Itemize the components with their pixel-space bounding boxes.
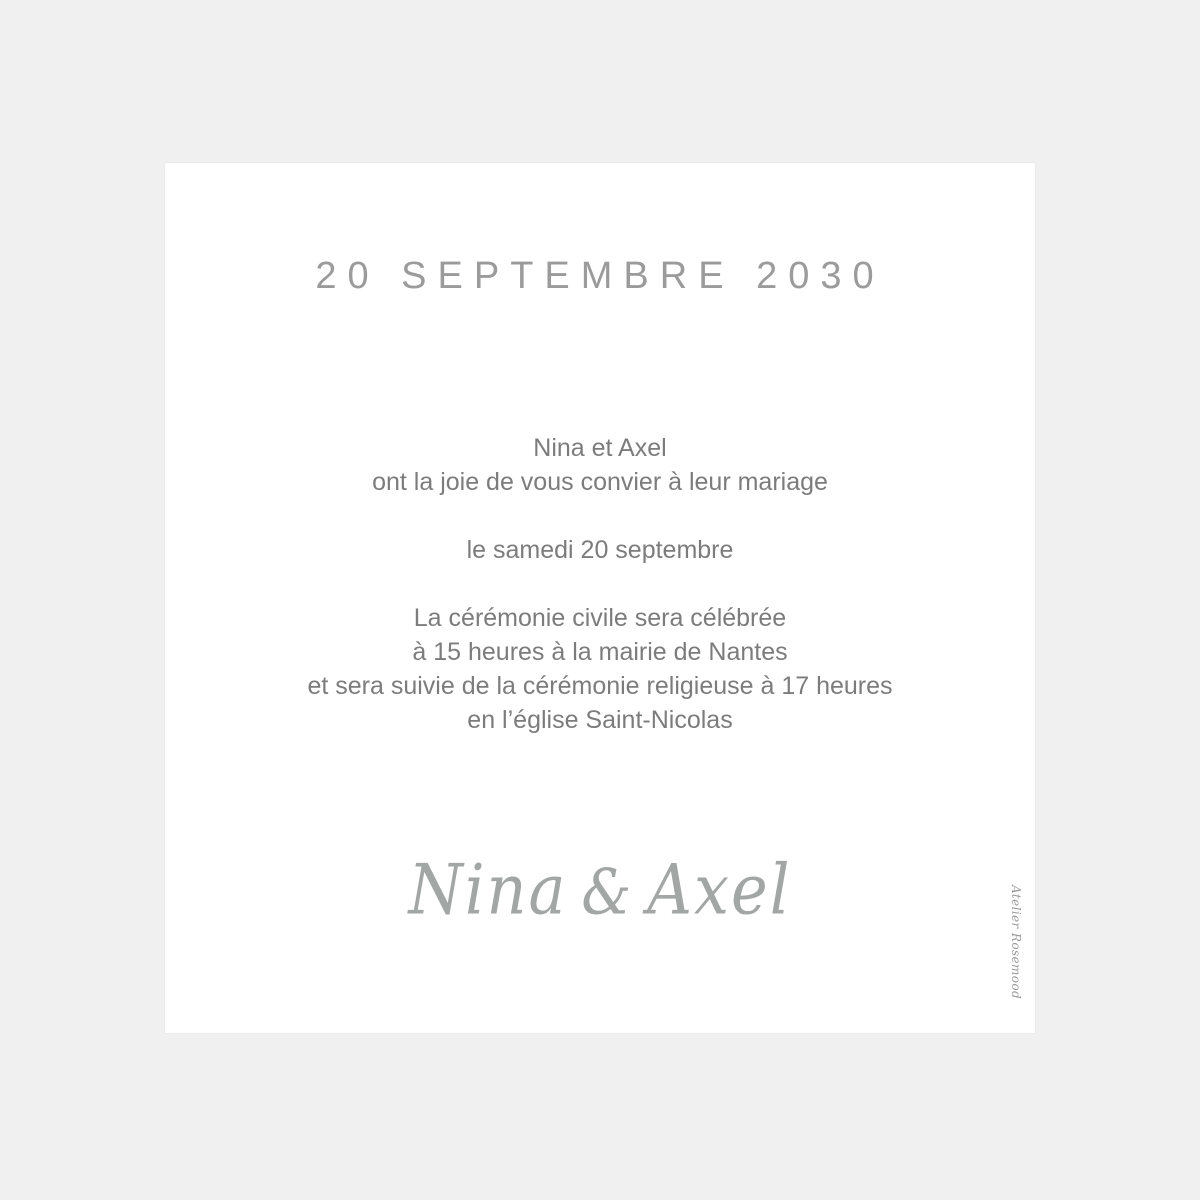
paragraph-spacer [165, 567, 1035, 601]
invitation-line-intro: ont la joie de vous convier à leur mariage [372, 468, 828, 496]
signature-ampersand: & [581, 856, 634, 930]
signature-first-name: Nina [408, 848, 568, 931]
invitation-line-names: Nina et Axel [533, 434, 667, 462]
signature-second-name: Axel [647, 848, 792, 931]
invitation-line-civil-time-place: à 15 heures à la mairie de Nantes [412, 638, 788, 666]
card-body-text [165, 431, 1035, 737]
brand-mark: Atelier Rosemood [1009, 884, 1023, 999]
invitation-line-church: en l’église Saint-Nicolas [467, 706, 733, 734]
wedding-invitation-card [165, 163, 1035, 1033]
card-content [165, 163, 1035, 1033]
invitation-line-religious-ceremony: et sera suivie de la cérémonie religieuse à 17 heures [307, 672, 893, 700]
card-date-heading: 20 SEPTEMBRE 2030 [315, 255, 885, 297]
signature-script [165, 849, 1035, 931]
paragraph-spacer [165, 499, 1035, 533]
invitation-line-day: le samedi 20 septembre [466, 536, 734, 564]
invitation-line-civil-ceremony: La cérémonie civile sera célébrée [413, 604, 787, 632]
